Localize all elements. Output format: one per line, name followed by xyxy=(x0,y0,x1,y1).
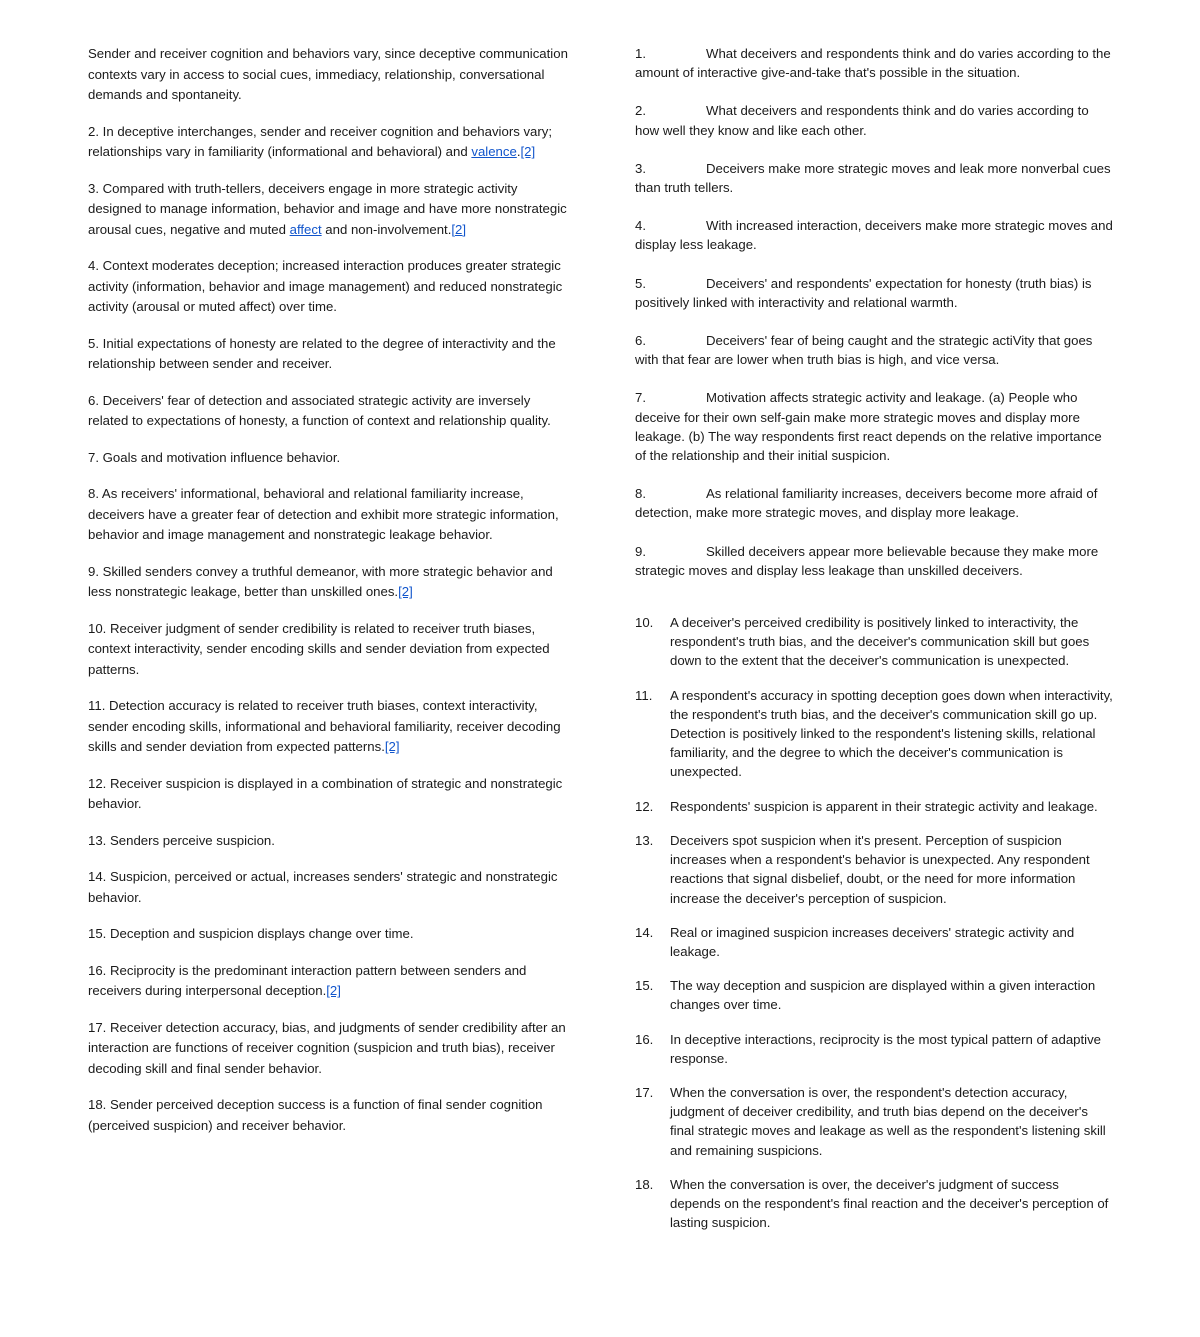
item-text: In deceptive interactions, reciprocity is the most typical pattern of adaptive response. xyxy=(670,1031,1102,1066)
list-item xyxy=(635,1030,1113,1068)
paragraph-text: 16. Reciprocity is the predominant interaction pattern between senders and receivers during interpersonal deception. xyxy=(88,962,527,999)
list-item xyxy=(635,159,1113,197)
item-number: 18. xyxy=(635,1176,654,1192)
paragraph xyxy=(88,448,573,469)
paragraph-text: Sender and receiver cognition and behaviors vary, since deceptive communication contexts vary in access to social cues, immediacy, relationship, conversational demands and spontaneity. xyxy=(88,46,568,103)
paragraph xyxy=(88,484,573,546)
list-item xyxy=(635,1083,1113,1160)
item-number: 14. xyxy=(635,924,654,940)
item-text: With increased interaction, deceivers make more strategic moves and display less leakage. xyxy=(635,218,1113,253)
item-text: A deceiver's perceived credibility is positively linked to interactivity, the respondent's truth bias, and the deceiver's communication skill but goes down to the extent that the deceiver's communication is unexpected. xyxy=(670,615,1090,669)
item-number: 17. xyxy=(635,1084,654,1100)
numbered-list xyxy=(635,613,1113,1232)
list-item xyxy=(635,1175,1113,1233)
right-column xyxy=(635,44,1113,1247)
list-item xyxy=(635,923,1113,961)
item-number: 13. xyxy=(635,832,654,848)
item-text: Deceivers make more strategic moves and leak more nonverbal cues than truth tellers. xyxy=(635,160,1111,196)
item-number: 1. xyxy=(635,46,646,61)
term-link[interactable]: valence xyxy=(471,144,517,160)
list-item xyxy=(635,542,1113,580)
citation-link[interactable]: [2] xyxy=(520,144,536,160)
item-text: Deceivers' fear of being caught and the strategic actiVity that goes with that fear are lower when truth bias is high, and vice versa. xyxy=(635,333,1093,368)
paragraph xyxy=(88,391,573,432)
list-item xyxy=(635,331,1113,369)
item-number: 8. xyxy=(635,486,646,502)
paragraph-text-continued: and non-involvement. xyxy=(321,221,452,237)
paragraph xyxy=(88,924,573,945)
item-text: The way deception and suspicion are displayed within a given interaction changes over time. xyxy=(670,978,1096,1013)
item-number: 4. xyxy=(635,218,646,234)
item-number: 12. xyxy=(635,798,654,814)
list-item xyxy=(635,44,1113,82)
paragraph-text-continued: . xyxy=(516,144,521,160)
item-number: 2. xyxy=(635,103,646,119)
list-item xyxy=(635,797,1113,816)
paragraph xyxy=(88,179,573,241)
paragraph xyxy=(88,831,573,852)
paragraph-text: 12. Receiver suspicion is displayed in a combination of strategic and nonstrategic behavior. xyxy=(88,775,563,812)
item-number: 11. xyxy=(635,687,653,703)
item-number: 15. xyxy=(635,978,654,994)
item-text: When the conversation is over, the respondent's detection accuracy, judgment of deceiver credibility, and truth bias depend on the deceiver's final strategic moves and leakage as well as the respondent's listening skill and remaining suspicions. xyxy=(670,1084,1106,1158)
paragraph xyxy=(88,122,573,163)
citation-link[interactable]: [2] xyxy=(451,221,467,237)
paragraph-text: 13. Senders perceive suspicion. xyxy=(88,832,275,848)
paragraph-text: 9. Skilled senders convey a truthful demeanor, with more strategic behavior and less nonstrategic leakage, better than unskilled ones. xyxy=(88,563,553,600)
item-number: 9. xyxy=(635,543,646,559)
item-text: Real or imagined suspicion increases deceivers' strategic activity and leakage. xyxy=(670,924,1075,959)
paragraph-text: 8. As receivers' informational, behavioral and relational familiarity increase, deceivers have a greater fear of detection and exhibit more strategic information, behavior and image management and nonstrategic leakage behavior. xyxy=(88,486,559,543)
left-column xyxy=(88,44,573,1152)
item-text: As relational familiarity increases, deceivers become more afraid of detection, make more strategic moves, and display more leakage. xyxy=(635,486,1098,521)
list-item xyxy=(635,101,1113,139)
item-text: Skilled deceivers appear more believable because they make more strategic moves and display less leakage than unskilled deceivers. xyxy=(635,543,1099,578)
item-text: Motivation affects strategic activity and leakage. (a) People who deceive for their own self-gain make more strategic moves and display more leakage. (b) The way respondents first react depends on the relative importance of the relationship and their initial suspicion. xyxy=(635,390,1102,464)
item-text: When the conversation is over, the deceiver's judgment of success depends on the respondent's final reaction and the deceiver's perception of lasting suspicion. xyxy=(670,1176,1109,1231)
list-item xyxy=(635,831,1113,908)
citation-link[interactable]: [2] xyxy=(326,983,341,999)
item-text: Deceivers spot suspicion when it's present. Perception of suspicion increases when a respondent's behavior is unexpected. Any respondent reactions that signal disbelief, doubt, or the need for more information increase the deceiver's perception of suspicion. xyxy=(670,832,1090,906)
paragraph xyxy=(88,961,573,1002)
paragraph-text: 3. Compared with truth-tellers, deceivers engage in more strategic activity designed to manage information, behavior and image and have more nonstrategic arousal cues, negative and muted xyxy=(88,180,567,237)
list-item xyxy=(635,216,1113,254)
paragraph xyxy=(88,867,573,908)
paragraph xyxy=(88,562,573,603)
paragraph xyxy=(88,1095,573,1136)
item-number: 3. xyxy=(635,160,646,176)
paragraph xyxy=(88,44,573,106)
paragraph xyxy=(88,696,573,758)
paragraph-text: 14. Suspicion, perceived or actual, increases senders' strategic and nonstrategic behavior. xyxy=(88,869,558,905)
paragraph-text: 7. Goals and motivation influence behavior. xyxy=(88,449,341,465)
item-number: 5. xyxy=(635,275,646,291)
item-text: What deceivers and respondents think and do varies according to how well they know and like each other. xyxy=(635,103,1089,138)
tabbed-list xyxy=(635,44,1113,580)
item-number: 7. xyxy=(635,390,646,406)
paragraph-text: 11. Detection accuracy is related to receiver truth biases, context interactivity, sender encoding skills, informational and behavioral familiarity, receiver decoding skills and sender deviation from expected patterns. xyxy=(88,698,561,755)
paragraph-text: 2. In deceptive interchanges, sender and receiver cognition and behaviors vary; relationships vary in familiarity (informational and behavioral) and xyxy=(88,123,553,160)
item-number: 10. xyxy=(635,615,654,631)
paragraph xyxy=(88,774,573,815)
item-text: Respondents' suspicion is apparent in their strategic activity and leakage. xyxy=(670,798,1098,814)
list-item xyxy=(635,686,1113,782)
item-text: Deceivers' and respondents' expectation for honesty (truth bias) is positively linked with interactivity and relational warmth. xyxy=(635,275,1092,310)
paragraph-text: 4. Context moderates deception; increased interaction produces greater strategic activity (information, behavior and image management) and reduced nonstrategic activity (arousal or muted affect) over time. xyxy=(88,258,563,315)
item-number: 6. xyxy=(635,333,646,349)
paragraph xyxy=(88,334,573,375)
item-number: 16. xyxy=(635,1031,654,1047)
paragraph-text: 10. Receiver judgment of sender credibility is related to receiver truth biases, context interactivity, sender encoding skills and sender deviation from expected patterns. xyxy=(88,620,550,677)
citation-link[interactable]: [2] xyxy=(398,584,413,600)
list-item xyxy=(635,274,1113,312)
term-link[interactable]: affect xyxy=(289,221,322,237)
paragraph-text: 15. Deception and suspicion displays change over time. xyxy=(88,926,414,942)
paragraph xyxy=(88,619,573,681)
paragraph-text: 6. Deceivers' fear of detection and associated strategic activity are inversely related to expectations of honesty, a function of context and relationship quality. xyxy=(88,392,551,429)
citation-link[interactable]: [2] xyxy=(384,739,400,755)
paragraph-text: 18. Sender perceived deception success is a function of final sender cognition (perceived suspicion) and receiver behavior. xyxy=(88,1097,543,1133)
paragraph-text: 5. Initial expectations of honesty are related to the degree of interactivity and the relationship between sender and receiver. xyxy=(88,335,556,372)
item-text: What deceivers and respondents think and do varies according to the amount of interactive give-and-take that's possible in the situation. xyxy=(635,46,1111,81)
list-item xyxy=(635,484,1113,522)
list-item xyxy=(635,613,1113,671)
paragraph xyxy=(88,1018,573,1080)
paragraph xyxy=(88,256,573,318)
list-item xyxy=(635,976,1113,1014)
item-text: A respondent's accuracy in spotting deception goes down when interactivity, the respondent's truth bias, and the deceiver's communication skill go up. Detection is positively linked to the respondent's listening skills, relational familiarity, and the degree to which the deceiver's communication is unexpected. xyxy=(670,687,1113,780)
paragraph-text: 17. Receiver detection accuracy, bias, and judgments of sender credibility after an interaction are functions of receiver cognition (suspicion and truth bias), receiver decoding skill and final sender behavior. xyxy=(88,1019,566,1076)
list-item xyxy=(635,388,1113,465)
